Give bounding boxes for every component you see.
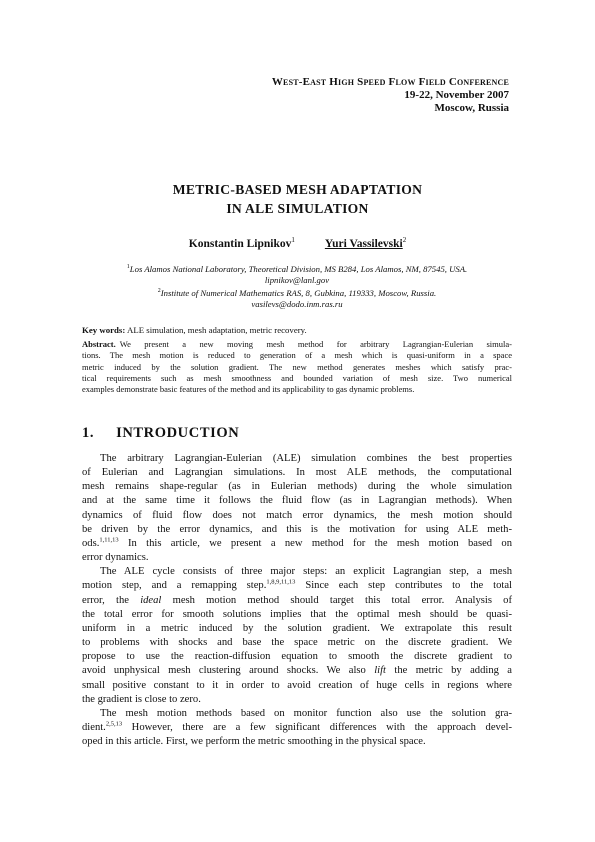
- body-line: dynamics of fluid flow does not match error dynamics, the mesh motion should: [82, 509, 512, 521]
- body-line: the total error for smooth solutions implies that the optimal mesh should be quasi-: [82, 608, 512, 620]
- abstract-line: metric induced by the solution gradient. The new method generates meshes which satisfy prac-: [82, 361, 512, 372]
- body-line: propose to use the reaction-diffusion equation to smooth the discrete gradient to: [82, 651, 512, 663]
- body-line: [82, 594, 512, 608]
- abstract-line: tical requirements such as mesh smoothness and bounded variation of mesh size. Two numerical: [82, 372, 512, 383]
- body-line: [82, 579, 512, 593]
- affiliation-2: [82, 286, 512, 310]
- section-title: INTRODUCTION: [116, 425, 240, 441]
- affiliation-1-text: Los Alamos National Laboratory, Theoretical Division, MS B284, Los Alamos, NM, 87545, USA.: [129, 263, 468, 274]
- body-text-span: motion step, and a remapping step.: [82, 580, 267, 592]
- affiliation-1-email: lipnikov@lanl.gov: [264, 274, 330, 285]
- citation-sup: 1,8,9,11,13: [266, 578, 296, 586]
- abstract-line: We present a new moving mesh method for arbitrary Lagrangian-Eulerian simula-: [119, 339, 512, 349]
- title-line-1: METRIC-BASED MESH ADAPTATION: [172, 182, 423, 197]
- abstract-label: Abstract.: [82, 339, 116, 349]
- body-text-span: the metric by adding a: [386, 665, 513, 677]
- body-line: and at the same time it follows the fluid flow (as in Lagrangian methods). When: [82, 495, 512, 507]
- body-line: of Eulerian and Lagrangian simulations. In most ALE methods, the computational: [82, 467, 512, 479]
- affiliation-1: [82, 262, 512, 286]
- body-line: to problems with shocks and base the space metric on the discrete gradient. We: [82, 637, 512, 649]
- citation-sup: 2,5,13: [105, 720, 123, 728]
- body-line: mesh remains shape-regular (as in Eulerian methods) during the whole simulation: [82, 481, 512, 493]
- keywords-label: Key words:: [82, 325, 126, 335]
- body-line: be driven by the error dynamics, and this is the motivation for using ALE meth-: [82, 523, 512, 535]
- keywords-text: ALE simulation, mesh adaptation, metric recovery.: [126, 325, 307, 335]
- author-1-name: Konstantin Lipnikov: [188, 237, 292, 250]
- body-line: oped in this article. First, we perform the metric smoothing in the physical space.: [82, 736, 426, 748]
- body-text-span: avoid unphysical mesh clustering around shocks. We also: [82, 665, 375, 677]
- affiliation-2-email: vasilevs@dodo.inm.ras.ru: [251, 298, 343, 309]
- author-1-sup: 1: [291, 236, 295, 244]
- affiliation-2-sup: 2: [157, 288, 161, 294]
- author-2-sup: 2: [402, 236, 407, 244]
- body-line: [82, 664, 512, 678]
- author-2: [325, 238, 406, 250]
- author-1: [189, 238, 295, 250]
- abstract: [82, 339, 512, 395]
- body-line: small positive constant to it in order to avoid creation of huge cells in regions where: [82, 679, 512, 691]
- body-text-span: ods.: [82, 537, 100, 549]
- conference-name: West-East High Speed Flow Field Conference: [271, 76, 509, 88]
- body-line: uniform in a metric induced by the solution gradient. We extrapolate this result: [82, 622, 512, 634]
- paper-title: [0, 180, 595, 218]
- body-line: error dynamics.: [82, 552, 149, 564]
- body-text-span: dient.: [82, 721, 106, 733]
- abstract-line: examples demonstrate basic features of the method and its applicability to gas dynamic problems.: [82, 384, 415, 395]
- conference-dates: 19-22, November 2007: [404, 89, 509, 101]
- keywords: [82, 325, 512, 336]
- body-text-span: In this article, we present a new method for the mesh motion based on: [118, 537, 512, 549]
- conference-location: Moscow, Russia: [434, 102, 509, 114]
- body-line: The arbitrary Lagrangian-Eulerian (ALE) simulation combines the best properties: [100, 453, 512, 464]
- section-number: 1.: [82, 425, 95, 441]
- abstract-line: tions. The mesh motion is reduced to generation of a mesh which is quasi-uniform in a space: [82, 350, 512, 361]
- emphasis-text: ideal: [140, 594, 162, 606]
- body-line: The mesh motion methods based on monitor function also use the solution gra-: [100, 707, 512, 719]
- body-text: [82, 452, 512, 749]
- section-heading: [82, 425, 239, 442]
- author-2-name: Yuri Vassilevski: [324, 237, 403, 250]
- affiliation-2-text: Institute of Numerical Mathematics RAS, 8, Gubkina, 119333, Moscow, Russia.: [160, 287, 437, 298]
- emphasis-text: lift: [374, 665, 386, 677]
- body-text-span: However, there are a few significant differences with the approach devel-: [122, 721, 512, 733]
- body-line: the gradient is close to zero.: [82, 693, 201, 705]
- affiliation-1-sup: 1: [126, 264, 130, 270]
- conference-header: [272, 76, 509, 115]
- body-text-span: Since each step contributes to the total: [295, 580, 512, 592]
- author-list: [0, 236, 595, 250]
- body-line: The ALE cycle consists of three major steps: an explicit Lagrangian step, a mesh: [100, 566, 512, 578]
- body-text-span: error, the: [82, 594, 141, 606]
- title-line-2: IN ALE SIMULATION: [226, 201, 369, 216]
- body-line: [82, 721, 512, 735]
- body-text-span: mesh motion method should target this total error. Analysis of: [161, 594, 512, 606]
- body-line: [82, 537, 512, 551]
- citation-sup: 1,11,13: [99, 536, 119, 544]
